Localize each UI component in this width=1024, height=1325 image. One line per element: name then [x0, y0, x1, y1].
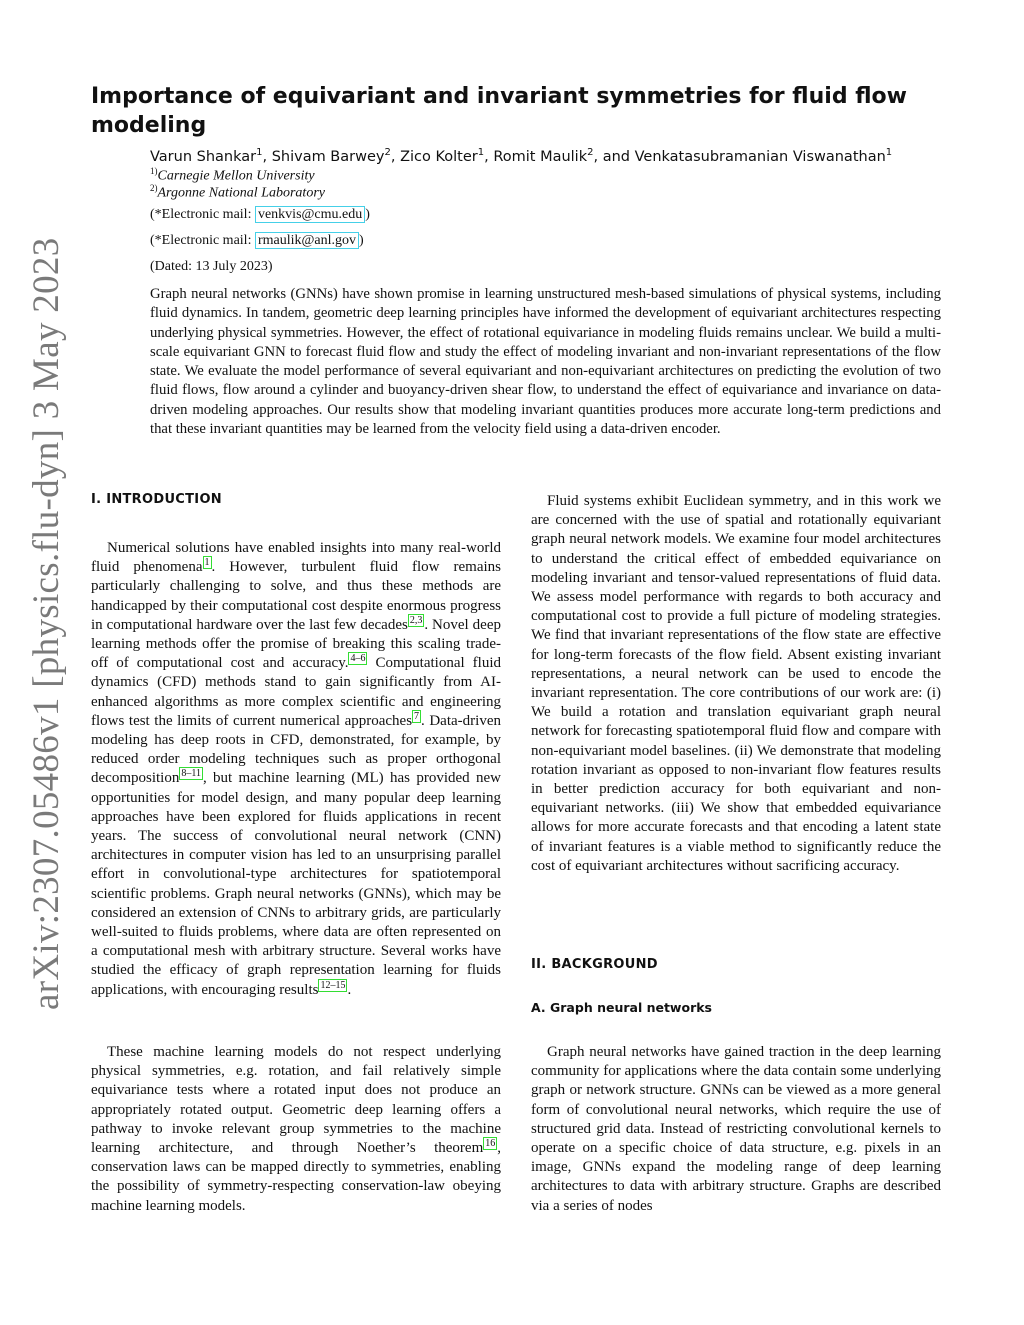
email-prefix: (*Electronic mail: — [150, 207, 255, 222]
abstract: Graph neural networks (GNNs) have shown promise in learning unstructured mesh-based simulations of physical systems, including fluid dynamics. In tandem, geometric deep learning principles have informed the development of equivariant architectures respecting underlying physical symmetries. However, the effect of rotational equivariance in modeling fluids remains unclear. We build a multi-scale equivariant GNN to forecast fluid flow and study the effect of modeling invariant and non-invariant representations of the flow state. We evaluate the model performance of several equivariant and non-equivariant architectures on predicting the evolution of two fluid flows, flow around a cylinder and buoyancy-driven shear flow, to understand the effect of equivariance and invariance on data-driven modeling approaches. Our results show that modeling invariant quantities produces more accurate long-term predictions and that these invariant quantities may be learned from the velocity field using a data-driven encoder. — [150, 286, 941, 438]
affiliation-mark: 2) — [150, 183, 158, 193]
citation-link[interactable]: 16 — [485, 1138, 496, 1150]
email-suffix: ) — [359, 233, 364, 248]
citation-link[interactable]: 8–11 — [181, 768, 201, 780]
author-affiliation-mark: 1 — [256, 147, 263, 158]
paragraph-text: , but machine learning (ML) has provided new opportunities for model design, and many popular deep learning approaches have been explored for fluids applications in recent years. The success of convolutional neural network (CNN) architectures in computer vision has led to an unsurprising parallel effort in convolutional-type architectures for spatiotemporal scientific problems. Graph neural networks (GNNs), which may be considered an extension of CNNs to arbitrary grids, are particularly well-suited to fluids problems, where data are often represented on a computational mesh with arbitrary structure. Several works have studied the efficacy of graph representation learning for fluids applications, with encouraging results — [91, 770, 501, 998]
gnn-paragraph: Graph neural networks have gained traction in the deep learning community for applications where the data contain some underlying graph or network structure. GNNs can be viewed as a more general form of convolutional neural networks, which require the use of structured grid data. Instead of restricting convolutional kernels to operate on a specific choice of data structure, e.g. pixels in an image, GNNs expand the modeling range of deep learning architectures to data with arbitrary structure. Graphs are described via a series of nodes — [531, 1044, 941, 1214]
intro-paragraph-right: Fluid systems exhibit Euclidean symmetry, and in this work we are concerned with the use of spatial and rotationally equivariant graph neural network models. We examine four model architectures to understand the critical effect of embedded equivariance on modeling invariant and tensor-valued representations of fluid data. We assess model performance with regards to both accuracy and computational cost to provide a full picture of modeling strategies. We find that invariant representations of the flow state are effective for long-term forecasts of the flow field. Absent existing invariant representations, a neural network can be used to encode the invariant representation. The core contributions of our work are: (i) We build a rotation and translation equivariant graph neural network for forecasting spatiotemporal fluid flow and compare with non-equivariant model baselines. (ii) We demonstrate that modeling rotation invariant as opposed to non-invariant flow features results in better prediction accuracy for both equivariant and non-equivariant networks. (iii) We show that embedded equivariance allows for more accurate forecasts and that encoding a latent state of invariant features is a viable method to significantly reduce the cost of equivariant architectures without sacrificing accuracy. — [531, 493, 941, 874]
email-line-1 — [150, 206, 750, 224]
paragraph-text: Numerical solutions have enabled insights into many real-world fluid phenomena — [91, 540, 501, 576]
citation-link[interactable]: 12–15 — [320, 979, 346, 991]
section-heading-background: II. BACKGROUND — [531, 957, 658, 972]
affiliation-name: Carnegie Mellon University — [157, 168, 315, 184]
paragraph-text: These machine learning models do not respect underlying physical symmetries, e.g. rotation, and fail relatively simple equivariance tests where a rotated input does not produce an appropriately rotated output. Geometric deep learning offers a pathway to invoke relevant group symmetries to the machine learning architecture, and through Noether’s theorem — [91, 1044, 501, 1157]
author-name: Romit Maulik — [493, 148, 588, 165]
author-affiliation-mark: 1 — [885, 147, 893, 158]
email-suffix: ) — [365, 207, 370, 222]
intro-paragraph-1 — [91, 539, 501, 1000]
paragraph-text: , conservation laws can be mapped directly to symmetries, enabling the possibility of symmetry-respecting conservation-law obeying machine learning models. — [91, 1140, 501, 1214]
email-prefix: (*Electronic mail: — [150, 233, 255, 248]
author-name: Shivam Barwey — [271, 148, 385, 165]
author-affiliation-mark: 2 — [384, 147, 391, 158]
paragraph-text: . Data-driven modeling has deep roots in CFD, demonstrated, for example, by reduced order modeling techniques such as proper orthogonal decomposition — [91, 712, 501, 787]
arxiv-identifier-stamp: arXiv:2307.05486v1 [physics.flu-dyn] 3 May 2023 — [26, 237, 67, 1010]
author-affiliation-mark: 2 — [587, 147, 594, 158]
subsection-heading-gnn: A. Graph neural networks — [531, 1000, 712, 1015]
citation-link[interactable]: 2,3 — [409, 614, 423, 626]
affiliation-mark: 1) — [150, 166, 158, 176]
paper-title: Importance of equivariant and invariant symmetries for fluid flow modeling — [91, 84, 907, 138]
paragraph-text: . However, turbulent fluid flow remains particularly challenging to solve, and thus these methods are handicapped by their computational cost despite enormous progress in computational hardware over the last few decades — [91, 559, 501, 633]
paragraph-text: . Novel deep learning methods offer the promise of breaking this scaling trade-off of computational cost and accuracy. — [91, 616, 501, 672]
dated-line: (Dated: 13 July 2023) — [150, 259, 273, 274]
affiliation-name: Argonne National Laboratory — [157, 185, 325, 201]
citation-link[interactable]: 1 — [204, 557, 210, 569]
author-name: Varun Shankar — [150, 148, 257, 165]
author-affiliation-mark: 1 — [477, 147, 485, 158]
email-line-2 — [150, 232, 750, 250]
affiliation-2 — [150, 180, 650, 202]
email-link-venkvis[interactable]: venkvis@cmu.edu — [255, 206, 365, 223]
author-list: Varun Shankar$^1$, Shivam Barwey$^2$, Zico Kolter$^1$, Romit Maulik$^2$, and Venkatasubramanian Viswanathan$^1$ — [150, 147, 893, 165]
section-heading-introduction: I. INTRODUCTION — [91, 492, 222, 507]
intro-paragraph-2 — [91, 1043, 501, 1216]
author-name: Zico Kolter — [400, 148, 478, 165]
citation-link[interactable]: 4–6 — [350, 653, 366, 665]
author-name: and Venkatasubramanian Viswanathan — [602, 148, 886, 165]
paragraph-text: Computational fluid dynamics (CFD) methods stand to gain significantly from AI-enhanced algorithms as more complex scientific and engineering flows test the limits of current numerical approaches — [91, 655, 501, 729]
email-link-rmaulik[interactable]: rmaulik@anl.gov — [255, 232, 359, 249]
paragraph-text: . — [347, 981, 352, 998]
citation-link[interactable]: 7 — [414, 710, 420, 722]
